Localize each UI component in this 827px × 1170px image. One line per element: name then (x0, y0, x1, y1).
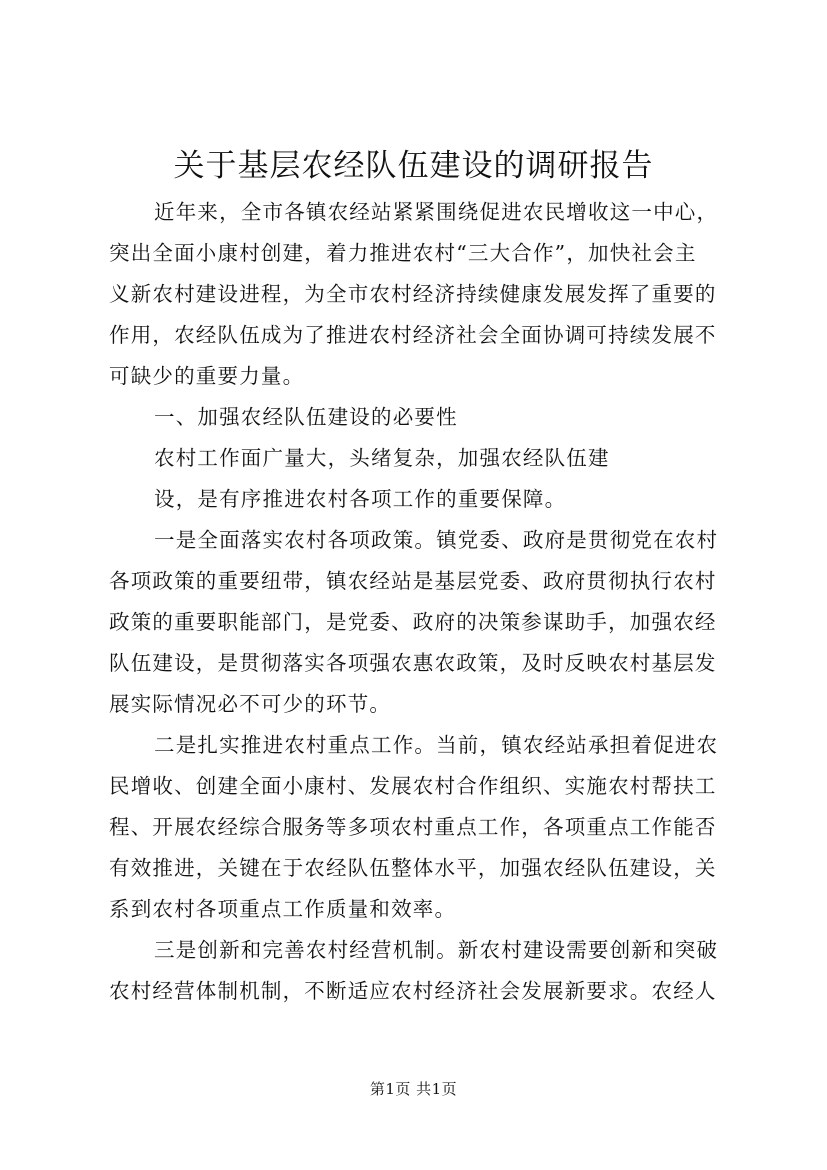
text-line: 系到农村各项重点工作质量和效率。 (109, 897, 457, 921)
text-line: 展实际情况必不可少的环节。 (109, 692, 392, 716)
text-line: 一是全面落实农村各项政策。镇党委、政府是贯彻党在农村 (154, 528, 719, 552)
text-line: 突出全面小康村创建，着力推进农村“三大合作”，加快社会主 (109, 241, 697, 265)
text-line: 近年来，全市各镇农经站紧紧围绕促进农民增收这一中心， (154, 200, 719, 224)
text-line: 政策的重要职能部门，是党委、政府的决策参谋助手，加强农经 (109, 610, 717, 634)
text-line: 队伍建设，是贯彻落实各项强农惠农政策，及时反映农村基层发 (109, 651, 717, 675)
text-line: 二是扎实推进农村重点工作。当前，镇农经站承担着促进农 (154, 733, 719, 757)
text-line: 三是创新和完善农村经营机制。新农村建设需要创新和突破 (154, 938, 719, 962)
text-line: 各项政策的重要纽带，镇农经站是基层党委、政府贯彻执行农村 (109, 569, 717, 593)
text-line: 农村工作面广量大，头绪复杂，加强农经队伍建 (154, 446, 610, 470)
text-line: 农村经营体制机制，不断适应农村经济社会发展新要求。农经人 (109, 979, 717, 1003)
text-line: 设，是有序推进农村各项工作的重要保障。 (154, 487, 567, 511)
text-line: 民增收、创建全面小康村、发展农村合作组织、实施农村帮扶工 (109, 774, 717, 798)
text-line: 义新农村建设进程，为全市农村经济持续健康发展发挥了重要的 (109, 282, 717, 306)
document-body (109, 192, 729, 1012)
document-title: 关于基层农经队伍建设的调研报告 (173, 148, 654, 184)
text-line: 有效推进，关键在于农经队伍整体水平，加强农经队伍建设，关 (109, 856, 717, 880)
text-line: 程、开展农经综合服务等多项农村重点工作，各项重点工作能否 (109, 815, 717, 839)
text-line: 作用，农经队伍成为了推进农村经济社会全面协调可持续发展不 (109, 323, 717, 347)
text-line: 一、加强农经队伍建设的必要性 (154, 405, 458, 429)
text-line: 可缺少的重要力量。 (109, 364, 305, 388)
page-footer: 第1页 共1页 (369, 1080, 458, 1098)
